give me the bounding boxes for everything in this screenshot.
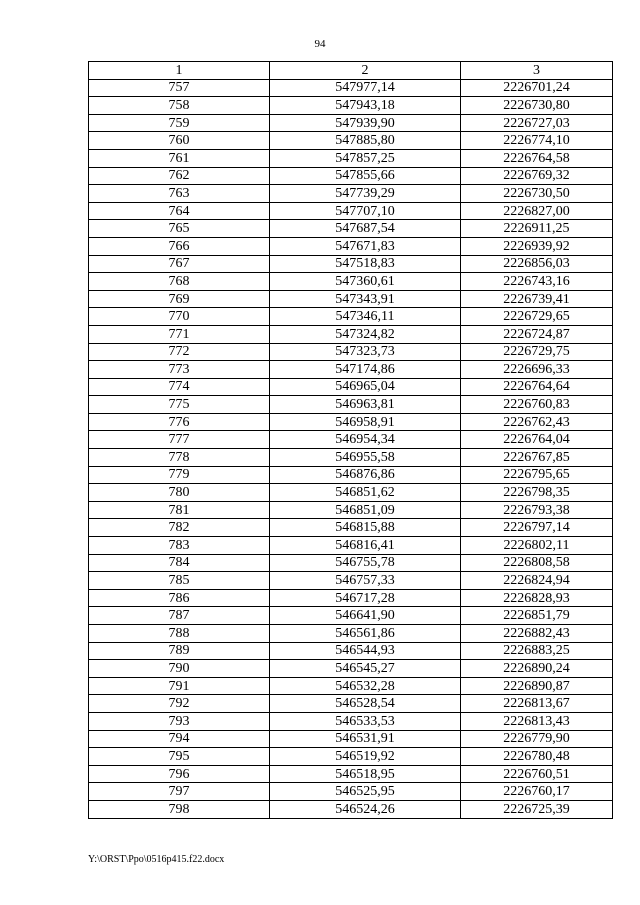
table-cell: 757 — [89, 79, 270, 97]
table-cell: 783 — [89, 537, 270, 555]
table-cell: 771 — [89, 325, 270, 343]
table-cell: 2226856,03 — [461, 255, 613, 273]
table-row — [89, 642, 613, 660]
table-cell: 2226730,80 — [461, 97, 613, 115]
table-cell: 2226696,33 — [461, 361, 613, 379]
table-cell: 2226760,83 — [461, 396, 613, 414]
table-row — [89, 396, 613, 414]
table-cell: 547671,83 — [270, 237, 461, 255]
table-cell: 547707,10 — [270, 202, 461, 220]
table-cell: 768 — [89, 273, 270, 291]
table-cell: 792 — [89, 695, 270, 713]
table-cell: 767 — [89, 255, 270, 273]
table-cell: 780 — [89, 484, 270, 502]
table-cell: 2226767,85 — [461, 449, 613, 467]
table-row — [89, 149, 613, 167]
table-cell: 547324,82 — [270, 325, 461, 343]
table-row — [89, 255, 613, 273]
table-cell: 787 — [89, 607, 270, 625]
table-cell: 2226780,48 — [461, 748, 613, 766]
table-row — [89, 97, 613, 115]
table-cell: 2226798,35 — [461, 484, 613, 502]
column-header-3: 3 — [461, 62, 613, 80]
table-cell: 546519,92 — [270, 748, 461, 766]
table-cell: 547174,86 — [270, 361, 461, 379]
table-cell: 2226890,87 — [461, 677, 613, 695]
table-cell: 2226827,00 — [461, 202, 613, 220]
table-cell: 547855,66 — [270, 167, 461, 185]
table-cell: 2226824,94 — [461, 572, 613, 590]
table-cell: 2226725,39 — [461, 800, 613, 818]
table-row — [89, 484, 613, 502]
table-cell: 2226739,41 — [461, 290, 613, 308]
table-cell: 547977,14 — [270, 79, 461, 97]
table-cell: 774 — [89, 378, 270, 396]
table-cell: 546528,54 — [270, 695, 461, 713]
table-cell: 2226701,24 — [461, 79, 613, 97]
table-row — [89, 589, 613, 607]
table-row — [89, 537, 613, 555]
table-cell: 546561,86 — [270, 625, 461, 643]
table-cell: 758 — [89, 97, 270, 115]
table-cell: 546955,58 — [270, 449, 461, 467]
table-cell: 788 — [89, 625, 270, 643]
table-cell: 761 — [89, 149, 270, 167]
table-cell: 2226729,65 — [461, 308, 613, 326]
table-cell: 547346,11 — [270, 308, 461, 326]
table-row — [89, 167, 613, 185]
table-cell: 797 — [89, 783, 270, 801]
table-cell: 2226760,51 — [461, 765, 613, 783]
table-cell: 546757,33 — [270, 572, 461, 590]
table-cell: 546851,09 — [270, 501, 461, 519]
table-cell: 765 — [89, 220, 270, 238]
table-cell: 764 — [89, 202, 270, 220]
table-cell: 2226762,43 — [461, 413, 613, 431]
table-cell: 2226724,87 — [461, 325, 613, 343]
table-row — [89, 554, 613, 572]
table-cell: 546816,41 — [270, 537, 461, 555]
table-row — [89, 290, 613, 308]
table-cell: 772 — [89, 343, 270, 361]
table-row — [89, 449, 613, 467]
table-cell: 546755,78 — [270, 554, 461, 572]
table-cell: 2226911,25 — [461, 220, 613, 238]
table-cell: 546954,34 — [270, 431, 461, 449]
table-cell: 547518,83 — [270, 255, 461, 273]
table-cell: 547885,80 — [270, 132, 461, 150]
table-cell: 2226813,43 — [461, 712, 613, 730]
table-row — [89, 730, 613, 748]
table-cell: 546641,90 — [270, 607, 461, 625]
table-cell: 546958,91 — [270, 413, 461, 431]
table-cell: 2226779,90 — [461, 730, 613, 748]
table-cell: 793 — [89, 712, 270, 730]
table-row — [89, 132, 613, 150]
table-cell: 766 — [89, 237, 270, 255]
table-cell: 776 — [89, 413, 270, 431]
table-cell: 2226730,50 — [461, 185, 613, 203]
table-cell: 546525,95 — [270, 783, 461, 801]
table-row — [89, 607, 613, 625]
table-row — [89, 625, 613, 643]
table-row — [89, 800, 613, 818]
table-cell: 2226727,03 — [461, 114, 613, 132]
table-row — [89, 748, 613, 766]
table-cell: 784 — [89, 554, 270, 572]
table-cell: 778 — [89, 449, 270, 467]
table-body — [89, 79, 613, 818]
table-row — [89, 413, 613, 431]
table-cell: 2226890,24 — [461, 660, 613, 678]
table-cell: 2226851,79 — [461, 607, 613, 625]
footer-file-path: Y:\ORST\Ppo\0516p415.f22.docx — [88, 854, 225, 865]
table-cell: 782 — [89, 519, 270, 537]
table-cell: 763 — [89, 185, 270, 203]
table-cell: 547323,73 — [270, 343, 461, 361]
column-header-2: 2 — [270, 62, 461, 80]
table-cell: 546815,88 — [270, 519, 461, 537]
table-row — [89, 677, 613, 695]
table-cell: 2226795,65 — [461, 466, 613, 484]
table-cell: 2226764,04 — [461, 431, 613, 449]
table-cell: 546518,95 — [270, 765, 461, 783]
table-cell: 546965,04 — [270, 378, 461, 396]
table-cell: 791 — [89, 677, 270, 695]
table-cell: 769 — [89, 290, 270, 308]
table-row — [89, 343, 613, 361]
table-cell: 796 — [89, 765, 270, 783]
table-cell: 547343,91 — [270, 290, 461, 308]
table-cell: 546545,27 — [270, 660, 461, 678]
table-cell: 547939,90 — [270, 114, 461, 132]
table-cell: 547739,29 — [270, 185, 461, 203]
table-header-row — [89, 62, 613, 80]
table-cell: 789 — [89, 642, 270, 660]
table-cell: 798 — [89, 800, 270, 818]
column-header-1: 1 — [89, 62, 270, 80]
table-cell: 2226729,75 — [461, 343, 613, 361]
table-cell: 546533,53 — [270, 712, 461, 730]
table-cell: 2226743,16 — [461, 273, 613, 291]
table-cell: 547857,25 — [270, 149, 461, 167]
table-row — [89, 712, 613, 730]
table-row — [89, 114, 613, 132]
table-cell: 2226813,67 — [461, 695, 613, 713]
table-cell: 2226774,10 — [461, 132, 613, 150]
table-row — [89, 361, 613, 379]
table-row — [89, 237, 613, 255]
table-cell: 775 — [89, 396, 270, 414]
table-cell: 546717,28 — [270, 589, 461, 607]
table-row — [89, 202, 613, 220]
table-cell: 547360,61 — [270, 273, 461, 291]
table-cell: 777 — [89, 431, 270, 449]
table-cell: 2226760,17 — [461, 783, 613, 801]
table-cell: 2226828,93 — [461, 589, 613, 607]
table-row — [89, 220, 613, 238]
table-cell: 759 — [89, 114, 270, 132]
table-row — [89, 273, 613, 291]
table-row — [89, 378, 613, 396]
table-cell: 2226797,14 — [461, 519, 613, 537]
table-cell: 546876,86 — [270, 466, 461, 484]
table-row — [89, 695, 613, 713]
table-cell: 762 — [89, 167, 270, 185]
table-row — [89, 185, 613, 203]
table-row — [89, 431, 613, 449]
table-row — [89, 572, 613, 590]
table-row — [89, 783, 613, 801]
table-cell: 770 — [89, 308, 270, 326]
table-cell: 760 — [89, 132, 270, 150]
table-row — [89, 660, 613, 678]
table-cell: 546963,81 — [270, 396, 461, 414]
table-row — [89, 765, 613, 783]
table-cell: 547687,54 — [270, 220, 461, 238]
table-cell: 785 — [89, 572, 270, 590]
table-cell: 546851,62 — [270, 484, 461, 502]
coordinates-table — [88, 61, 613, 819]
table-cell: 794 — [89, 730, 270, 748]
table-cell: 790 — [89, 660, 270, 678]
table-cell: 2226808,58 — [461, 554, 613, 572]
table-cell: 2226764,64 — [461, 378, 613, 396]
table-cell: 2226939,92 — [461, 237, 613, 255]
table-cell: 546544,93 — [270, 642, 461, 660]
table-cell: 546531,91 — [270, 730, 461, 748]
table-row — [89, 325, 613, 343]
table-row — [89, 308, 613, 326]
table-cell: 773 — [89, 361, 270, 379]
table-row — [89, 79, 613, 97]
table-cell: 779 — [89, 466, 270, 484]
table-cell: 546524,26 — [270, 800, 461, 818]
table-cell: 781 — [89, 501, 270, 519]
table-cell: 2226802,11 — [461, 537, 613, 555]
table-cell: 786 — [89, 589, 270, 607]
table-row — [89, 501, 613, 519]
table-cell: 2226882,43 — [461, 625, 613, 643]
table-cell: 2226769,32 — [461, 167, 613, 185]
table-cell: 546532,28 — [270, 677, 461, 695]
table-cell: 2226883,25 — [461, 642, 613, 660]
table-cell: 2226764,58 — [461, 149, 613, 167]
table-cell: 2226793,38 — [461, 501, 613, 519]
page-number: 94 — [314, 38, 326, 50]
table-cell: 795 — [89, 748, 270, 766]
table-cell: 547943,18 — [270, 97, 461, 115]
table-row — [89, 466, 613, 484]
table-row — [89, 519, 613, 537]
